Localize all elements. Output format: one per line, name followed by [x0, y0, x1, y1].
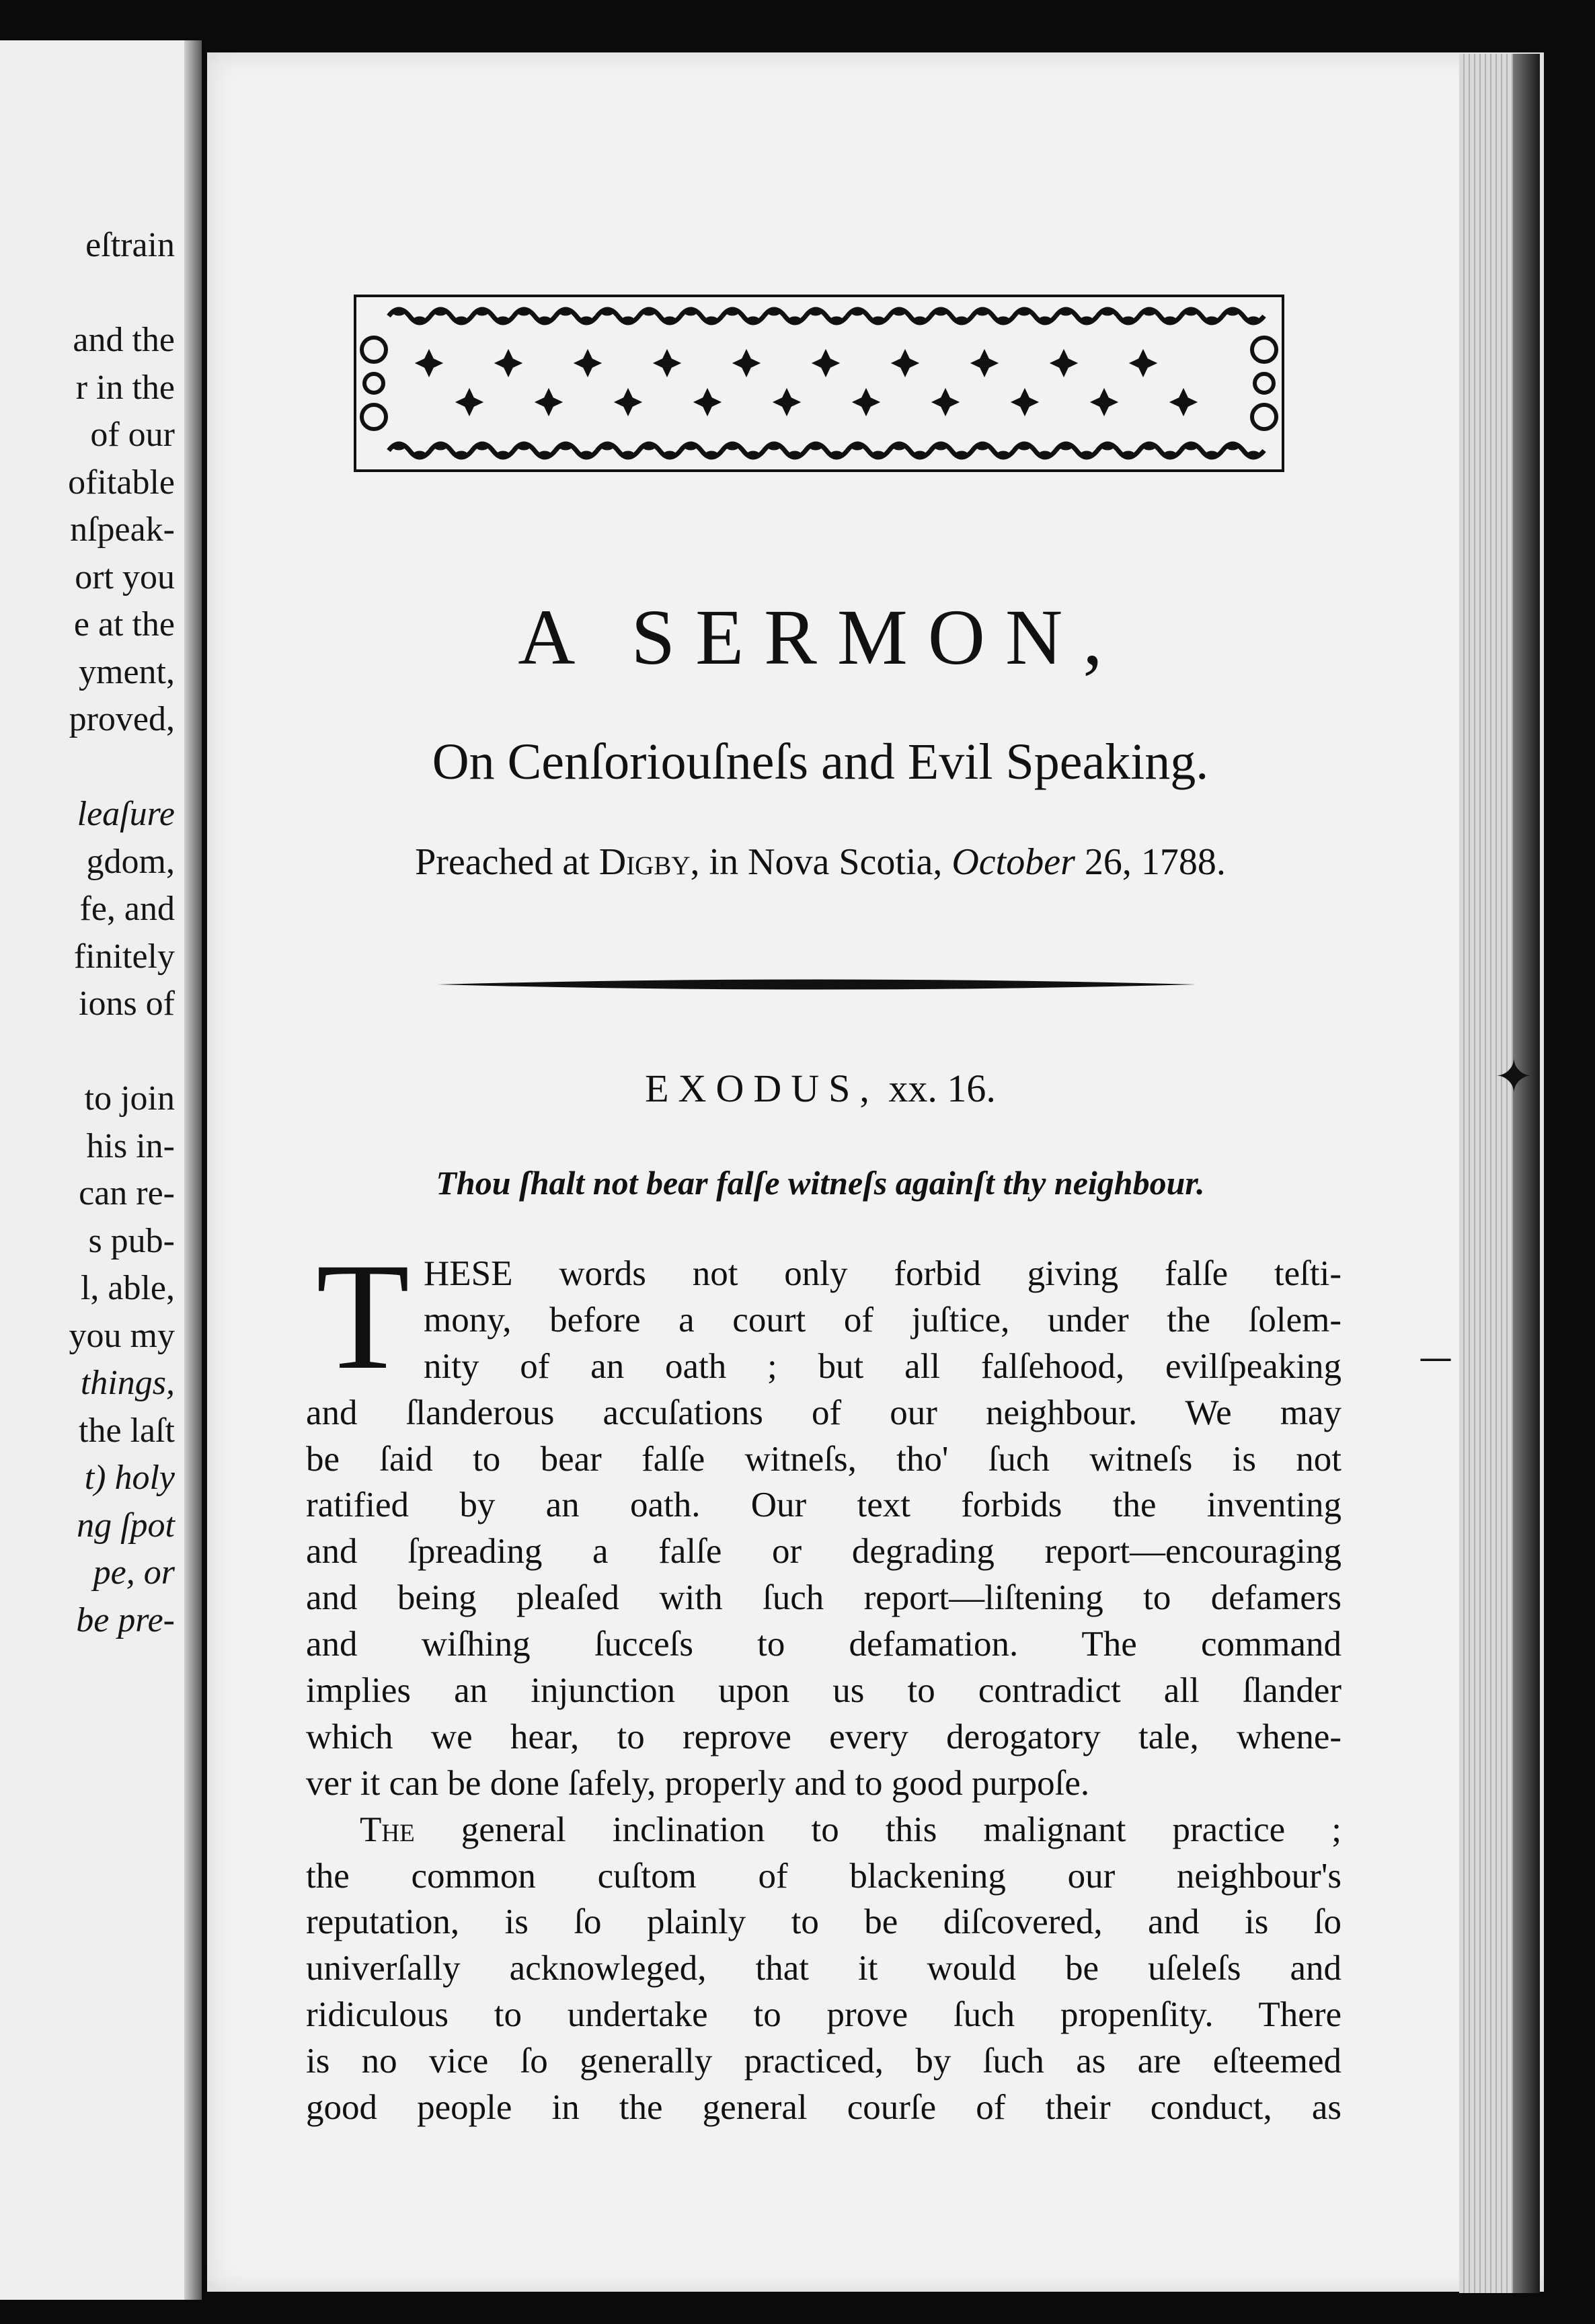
left-page — [0, 40, 202, 2300]
body-line: implies an injunction upon us to contradict all ſlander — [306, 1671, 1341, 1711]
body-line: and being pleaſed with ſuch report—liſtening to defamers — [306, 1578, 1341, 1618]
body-line: ratified by an oath. Our text forbids the inventing — [306, 1485, 1341, 1525]
scripture-verse: Thou ſhalt not bear falſe witneſs againſt thy neighbour. — [436, 1164, 1205, 1202]
left-page-line — [0, 270, 175, 317]
left-page-line: things, — [80, 1364, 175, 1402]
body-line — [306, 1807, 1341, 1853]
margin-mark-icon: ✦ — [1494, 1049, 1534, 1104]
body-line: HESE words not only forbid giving falſe teſti- — [424, 1254, 1341, 1293]
body-line: and ſlanderous accuſations of our neighbour. We may — [306, 1393, 1341, 1432]
body-line: be ſaid to bear falſe witneſs, tho' ſuch witneſs is not — [306, 1439, 1341, 1479]
left-page-line: fe, and — [79, 890, 175, 928]
chapter-verse: xx. 16. — [888, 1067, 996, 1110]
left-page-line: leaſure — [77, 795, 175, 833]
body-line: mony, before a court of juſtice, under the ſolem- — [424, 1300, 1341, 1340]
left-page-line: ions of — [79, 984, 175, 1023]
body-line: nity of an oath ; but all falſehood, evilſpeaking — [424, 1346, 1341, 1386]
left-page-line — [0, 744, 175, 791]
body-line: ridiculous to undertake to prove ſuch propenſity. There — [306, 1995, 1341, 2035]
body-line: univerſally acknowleged, that it would be uſeleſs and — [306, 1949, 1341, 1988]
left-page-line: finitely — [73, 937, 175, 976]
body-line-text: general inclination to this malignant practice ; — [414, 1810, 1341, 1849]
preached-line: Preached at Digby, in Nova Scotia, October 26, 1788. — [415, 841, 1226, 883]
left-page-line: of our — [90, 416, 175, 454]
left-page-line: s pub- — [88, 1221, 175, 1260]
left-page-line: the laſt — [79, 1411, 175, 1450]
left-page-line: can re- — [79, 1174, 175, 1212]
body-line: and ſpreading a falſe or degrading report—encouraging — [306, 1532, 1341, 1572]
body-line: is no vice ſo generally practiced, by ſuch as are eſteemed — [306, 2042, 1341, 2081]
body-line: the common cuſtom of blackening our neighbour's — [306, 1856, 1341, 1896]
scripture-reference — [282, 1066, 1358, 1111]
left-page-line: ort you — [75, 557, 175, 596]
left-page-line: you my — [69, 1316, 175, 1355]
body-line: ver it can be done ſafely, properly and to good purpoſe. — [306, 1763, 1090, 1803]
book-gutter — [184, 40, 202, 2300]
left-page-line: ng ſpot — [77, 1506, 175, 1545]
left-page-line: t) holy — [84, 1459, 175, 1497]
place-name: Digby — [598, 841, 691, 883]
left-page-line: pe, or — [93, 1553, 175, 1592]
book-name: EXODUS, — [645, 1067, 879, 1110]
left-page-line: eſtrain — [85, 226, 175, 264]
sermon-title: A SERMON, — [518, 593, 1123, 681]
ornament-headpiece — [348, 289, 1290, 477]
month-name: October — [951, 841, 1075, 883]
left-page-line: proved, — [69, 700, 175, 738]
sermon-body — [306, 1232, 1341, 2131]
body-line: reputation, is ſo plainly to be diſcovered, and is ſo — [306, 1902, 1341, 1942]
paragraph-lead: The — [360, 1810, 415, 1849]
left-page-line: l, able, — [80, 1269, 175, 1307]
left-page-line: gdom, — [86, 842, 175, 881]
sermon-subtitle: On Cenſoriouſneſs and Evil Speaking. — [432, 734, 1209, 790]
drop-cap: T — [316, 1232, 410, 1401]
left-page-line: and the — [73, 321, 175, 359]
left-page-line: his in- — [86, 1126, 175, 1165]
left-page-line: ofitable — [68, 463, 175, 502]
margin-tick-icon: — — [1419, 1338, 1452, 1377]
body-line: which we hear, to reprove every derogatory tale, whene- — [306, 1717, 1341, 1756]
left-page-line: be pre- — [76, 1600, 175, 1639]
left-page-line: r in the — [75, 368, 175, 407]
body-line: and wiſhing ſucceſs to defamation. The command — [306, 1625, 1341, 1664]
left-page-text — [0, 222, 175, 1644]
decorative-rule — [437, 978, 1197, 991]
left-page-line: yment, — [79, 652, 175, 691]
left-page-line — [0, 1028, 175, 1076]
left-page-line: nſpeak- — [70, 510, 175, 549]
page-edges — [1459, 54, 1540, 2293]
left-page-line: to join — [84, 1079, 175, 1118]
body-line: good people in the general courſe of their conduct, as — [306, 2088, 1341, 2128]
left-page-line: e at the — [73, 605, 175, 644]
